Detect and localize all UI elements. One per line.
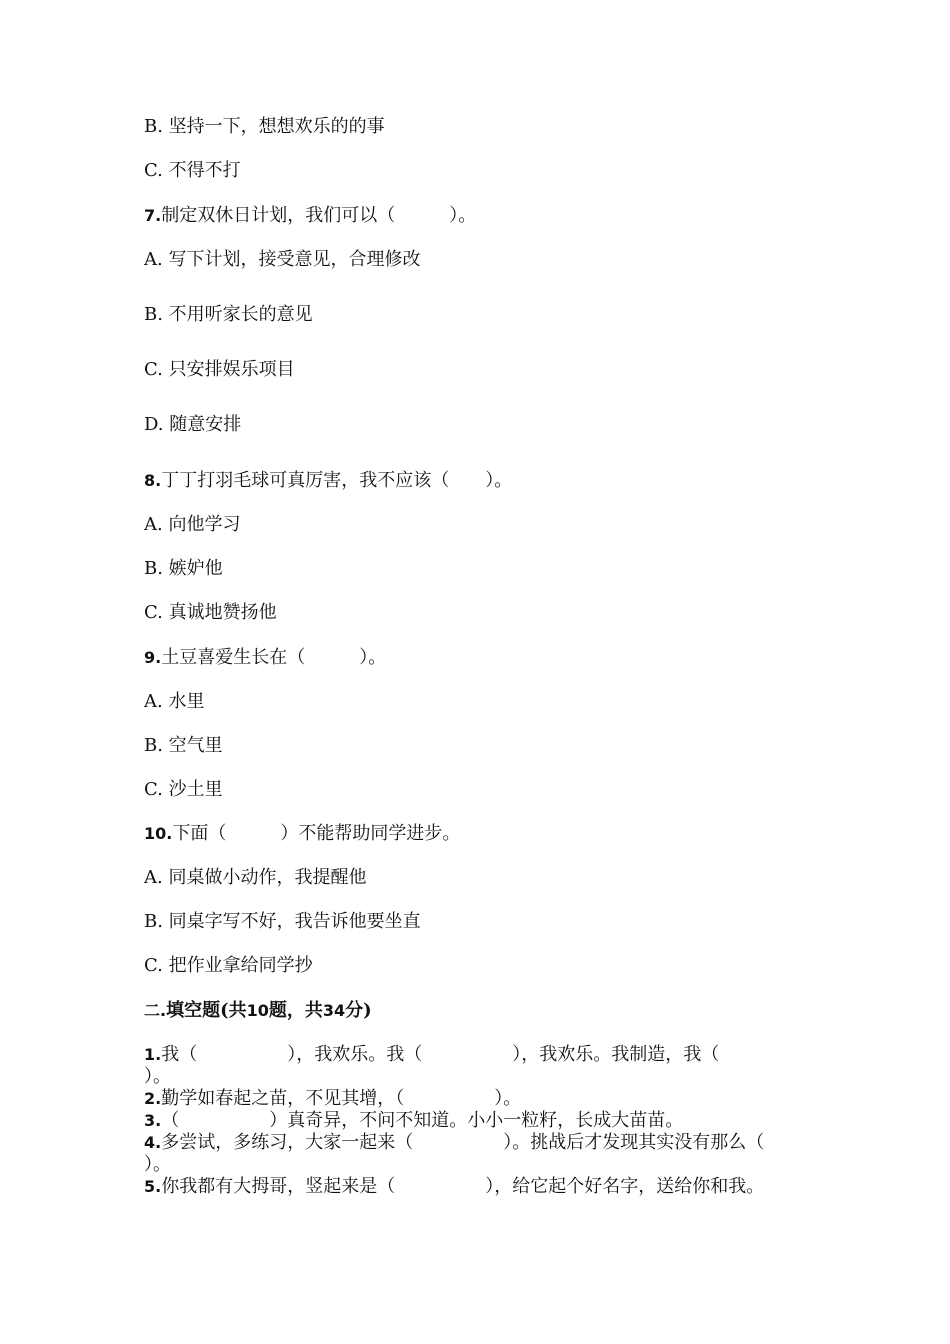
section-2-title-end: 分) xyxy=(345,1000,372,1021)
q7-number: 7. xyxy=(144,206,162,225)
fill-5-text: 你我都有大拇哥，竖起来是（ ），给它起个好名字，送给你和我。 xyxy=(161,1176,765,1197)
q7-stem-text: 制定双休日计划，我们可以（ ）。 xyxy=(161,205,477,226)
q9-stem xyxy=(144,647,386,669)
q9-stem-text: 土豆喜爱生长在（ ）。 xyxy=(161,647,387,668)
q9-option-c: C. 沙土里 xyxy=(144,779,223,800)
section-2-score: 34 xyxy=(322,1001,346,1020)
q8-number: 8. xyxy=(144,471,162,490)
q8-stem-text: 丁丁打羽毛球可真厉害，我不应该（ ）。 xyxy=(161,470,513,491)
fill-4-line-1 xyxy=(144,1132,764,1154)
fill-3-text: （ ）真奇异，不问不知道。小小一粒籽，长成大苗苗。 xyxy=(161,1110,684,1131)
q9-option-b: B. 空气里 xyxy=(144,735,223,756)
q7-option-b: B. 不用听家长的意见 xyxy=(144,304,313,325)
q7-option-c: C. 只安排娱乐项目 xyxy=(144,359,295,380)
q10-option-c: C. 把作业拿给同学抄 xyxy=(144,955,313,976)
q8-option-a: A. 向他学习 xyxy=(144,514,241,535)
q6-option-c: C. 不得不打 xyxy=(144,160,241,181)
fill-1-line-2: ）。 xyxy=(144,1066,171,1087)
section-2-count: 10 xyxy=(246,1001,269,1020)
q10-stem xyxy=(144,823,460,845)
q7-stem xyxy=(144,205,476,227)
q10-number: 10. xyxy=(144,824,173,843)
fill-4-text: 多尝试，多练习，大家一起来（ ）。挑战后才发现其实没有那么（ xyxy=(161,1132,765,1153)
q8-option-c: C. 真诚地赞扬他 xyxy=(144,602,277,623)
q7-option-d: D. 随意安排 xyxy=(144,414,242,435)
fill-5-number: 5. xyxy=(144,1177,162,1196)
section-2-title-mid: 题，共 xyxy=(268,1000,323,1021)
q6-option-b: B. 坚持一下，想想欢乐的的事 xyxy=(144,116,385,137)
q7-option-a: A. 写下计划，接受意见，合理修改 xyxy=(144,249,421,270)
fill-2 xyxy=(144,1088,521,1110)
q9-number: 9. xyxy=(144,648,162,667)
q10-stem-text: 下面（ ）不能帮助同学进步。 xyxy=(172,823,461,844)
q9-option-a: A. 水里 xyxy=(144,691,205,712)
fill-3 xyxy=(144,1110,683,1132)
fill-2-number: 2. xyxy=(144,1089,162,1108)
section-2-title xyxy=(144,1000,372,1022)
section-2-title-text: 填空题(共 xyxy=(166,1000,247,1021)
fill-4-number: 4. xyxy=(144,1133,162,1152)
fill-3-number: 3. xyxy=(144,1111,162,1130)
section-2-number: 二. xyxy=(144,1001,167,1020)
q10-option-a: A. 同桌做小动作，我提醒他 xyxy=(144,867,367,888)
q8-option-b: B. 嫉妒他 xyxy=(144,558,223,579)
fill-5 xyxy=(144,1176,764,1198)
fill-1-line-1 xyxy=(144,1044,719,1066)
q8-stem xyxy=(144,470,512,492)
fill-1-number: 1. xyxy=(144,1045,162,1064)
fill-1-text: 我（ ），我欢乐。我（ ），我欢乐。我制造，我（ xyxy=(161,1044,720,1065)
fill-2-text: 勤学如春起之苗，不见其增，（ ）。 xyxy=(161,1088,522,1109)
q10-option-b: B. 同桌字写不好，我告诉他要坐直 xyxy=(144,911,421,932)
fill-4-line-2: ）。 xyxy=(144,1154,171,1175)
